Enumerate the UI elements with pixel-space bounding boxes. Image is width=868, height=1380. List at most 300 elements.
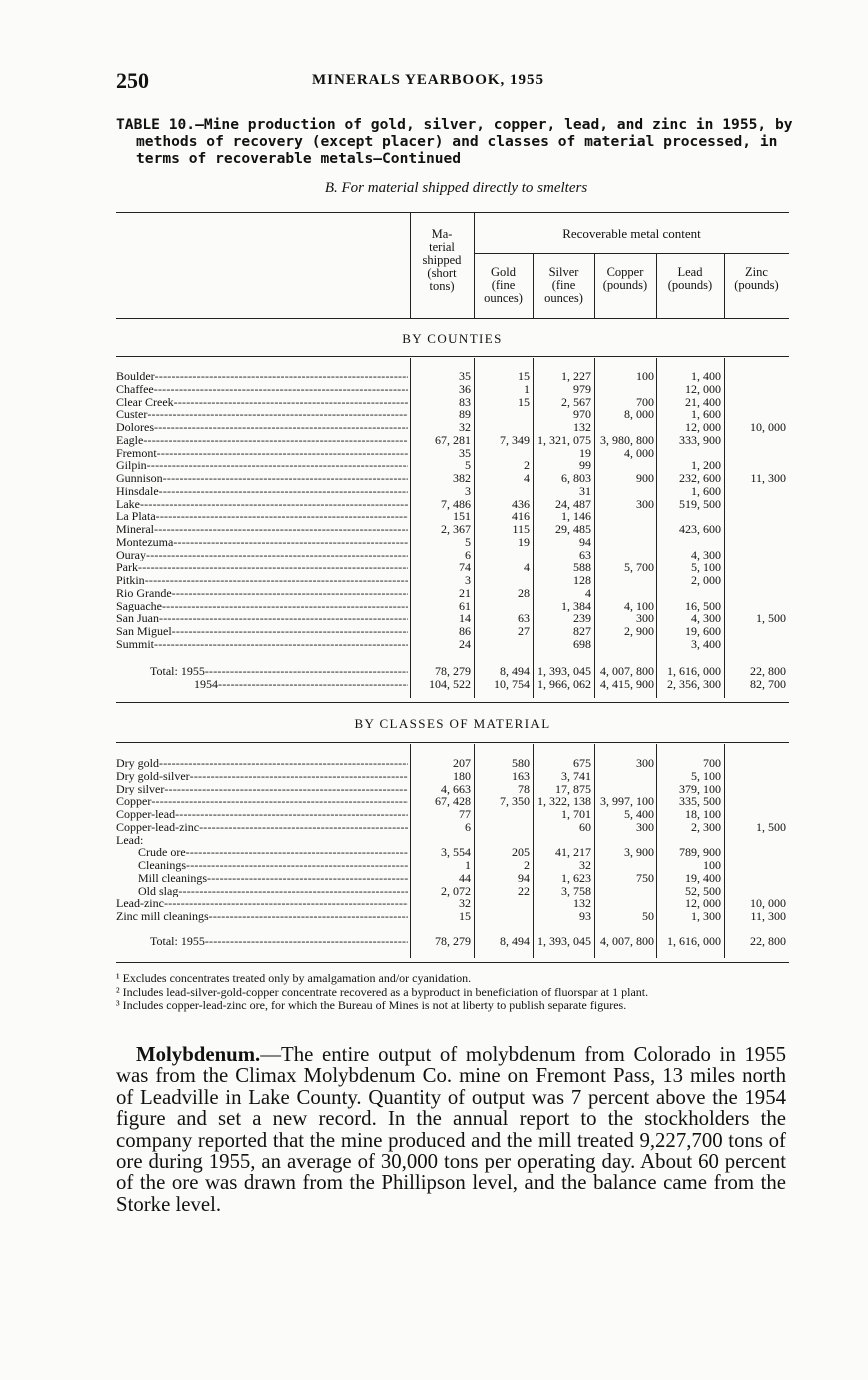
cell-lead: 12, 000 xyxy=(685,420,721,434)
row-label xyxy=(116,783,408,796)
cell-material: 21 xyxy=(459,585,471,600)
cell-copper: 4, 007, 800 xyxy=(600,934,654,948)
cell-lead: 700 xyxy=(703,756,721,770)
row-label xyxy=(116,859,408,872)
cell-material: 1 xyxy=(465,858,471,872)
cell-gold: 1 xyxy=(524,381,530,396)
row-label-text: Copper xyxy=(116,795,152,808)
cell-copper: 100 xyxy=(636,369,654,383)
row-label-text: Mineral xyxy=(116,523,154,536)
cell-lead: 2, 000 xyxy=(691,573,721,587)
cell-copper: 2, 900 xyxy=(624,624,654,638)
cell-gold: 205 xyxy=(512,845,530,860)
table-row xyxy=(0,770,868,783)
table-row xyxy=(0,459,868,472)
table-row xyxy=(0,910,868,923)
cell-material: 6 xyxy=(465,547,471,562)
row-label-text: Ouray xyxy=(116,548,146,562)
cell-silver: 32 xyxy=(579,858,591,872)
row-label-text: Copper-lead-zinc xyxy=(116,820,200,834)
cell-gold: 436 xyxy=(512,496,530,511)
row-label-text: Lead-zinc xyxy=(116,897,164,910)
cell-gold: 94 xyxy=(518,870,530,885)
cell-material: 35 xyxy=(459,445,471,460)
cell-silver: 1, 701 xyxy=(561,807,591,821)
cell-silver: 588 xyxy=(573,560,591,575)
row-label-text: Cleanings xyxy=(138,859,186,872)
row-label xyxy=(116,536,408,549)
cell-material: 7, 486 xyxy=(441,496,471,511)
table-row xyxy=(0,485,868,498)
col-header-lead: Lead (pounds) xyxy=(667,265,713,292)
cell-lead: 2, 356, 300 xyxy=(667,676,721,691)
cell-lead: 2, 300 xyxy=(691,819,721,834)
row-label xyxy=(116,434,408,447)
row-label xyxy=(116,574,408,587)
row-label-text: La Plata xyxy=(116,510,156,523)
cell-silver: 99 xyxy=(579,458,591,473)
table-row xyxy=(0,434,868,447)
cell-material: 74 xyxy=(459,560,471,575)
cell-material: 6 xyxy=(465,819,471,834)
table-row xyxy=(0,612,868,625)
cell-gold: 115 xyxy=(512,522,530,536)
body-paragraph xyxy=(116,1044,786,1215)
cell-lead: 4, 300 xyxy=(691,547,721,562)
cell-copper: 300 xyxy=(636,756,654,770)
cell-gold: 4 xyxy=(524,471,530,485)
row-label-text: Chaffee xyxy=(116,382,154,396)
row-label xyxy=(116,472,408,485)
row-label-text: Old slag xyxy=(138,884,179,898)
cell-material: 86 xyxy=(459,624,471,638)
row-label-text: Rio Grande xyxy=(116,586,172,600)
row-label xyxy=(116,396,408,409)
row-label xyxy=(116,795,408,808)
cell-silver: 979 xyxy=(573,381,591,396)
paragraph-text: —The entire output of molybdenum from Colorado in 1955 was from the Climax Molybdenum Co. mine on Fremont Pass, 13 miles north of Leadville in Lake County. Quantity of output was 7 percent above the 1954 figure and set a new record. In the annual report to the stockholders the company reported that the mine produced and the mill treated 9,227,700 tons of ore during 1955, an average of 30,000 tons per operating day. About 60 percent of the ore was drawn from the Phillipson level, and the balance came from the Storke level. xyxy=(116,1043,786,1216)
table-row xyxy=(0,821,868,834)
cell-zinc: 1, 500 xyxy=(756,819,786,834)
col-header-material: Ma- terial shipped (short tons) xyxy=(422,227,462,293)
cell-lead: 1, 600 xyxy=(691,407,721,422)
row-label xyxy=(116,834,408,847)
cell-lead: 1, 400 xyxy=(691,369,721,383)
col-header-silver: Silver (fine ounces) xyxy=(544,265,583,305)
cell-material: 78, 279 xyxy=(435,664,471,678)
cell-silver: 132 xyxy=(573,420,591,434)
cell-silver: 1, 146 xyxy=(561,509,591,524)
row-label xyxy=(116,770,408,783)
row-label-text: Zinc mill cleanings xyxy=(116,910,209,923)
row-label xyxy=(116,846,408,859)
cell-lead: 5, 100 xyxy=(691,768,721,783)
row-label-text: Copper-lead xyxy=(116,808,176,821)
running-title: MINERALS YEARBOOK, 1955 xyxy=(312,72,545,88)
row-label xyxy=(116,821,408,834)
cell-silver: 24, 487 xyxy=(555,496,591,511)
table-row xyxy=(0,587,868,600)
section-end-rule xyxy=(116,702,789,703)
cell-material: 5 xyxy=(465,534,471,549)
row-label-text: Pitkin xyxy=(116,574,145,587)
row-label xyxy=(116,510,408,523)
cell-copper: 900 xyxy=(636,471,654,485)
cell-copper: 4, 100 xyxy=(624,598,654,613)
cell-gold: 28 xyxy=(518,585,530,600)
cell-zinc: 22, 800 xyxy=(750,934,786,948)
footnote-1: ¹ Excludes concentrates treated only by amalgamation and/or cyanidation. xyxy=(116,971,472,985)
cell-zinc: 1, 500 xyxy=(756,611,786,626)
row-label xyxy=(116,408,408,421)
row-label xyxy=(116,523,408,536)
row-label xyxy=(116,808,408,821)
cell-material: 2, 072 xyxy=(441,883,471,898)
row-label xyxy=(116,757,408,770)
cell-silver: 1, 966, 062 xyxy=(537,676,591,691)
col-header-copper: Copper (pounds) xyxy=(602,265,648,292)
cell-material: 83 xyxy=(459,394,471,409)
cell-material: 77 xyxy=(459,807,471,821)
cell-material: 180 xyxy=(453,768,471,783)
cell-material: 61 xyxy=(459,598,471,613)
table-row xyxy=(0,472,868,485)
cell-lead: 1, 200 xyxy=(691,458,721,473)
cell-copper: 5, 700 xyxy=(624,560,654,575)
cell-material: 44 xyxy=(459,870,471,885)
section-heading-counties: BY COUNTIES xyxy=(402,331,503,346)
row-label-text: Custer xyxy=(116,408,148,421)
cell-material: 32 xyxy=(459,420,471,434)
row-label-text: Dolores xyxy=(116,421,154,434)
cell-lead: 5, 100 xyxy=(691,560,721,575)
cell-silver: 19 xyxy=(579,445,591,460)
cell-lead: 335, 500 xyxy=(679,794,721,809)
cell-material: 207 xyxy=(453,756,471,770)
table-row xyxy=(0,549,868,562)
col-header-gold: Gold (fine ounces) xyxy=(484,265,523,305)
cell-silver: 17, 875 xyxy=(555,781,591,796)
cell-material: 3, 554 xyxy=(441,845,471,860)
row-label xyxy=(116,885,408,898)
row-label-text: Total: 1955 xyxy=(150,935,205,948)
row-label-text: Crude ore xyxy=(138,846,186,859)
cell-copper: 50 xyxy=(642,909,654,923)
cell-gold: 163 xyxy=(512,768,530,783)
row-label xyxy=(116,910,408,923)
cell-gold: 2 xyxy=(524,858,530,872)
header-bottom-rule xyxy=(116,318,789,319)
total-row xyxy=(0,665,868,678)
table-row xyxy=(0,370,868,383)
table-row xyxy=(0,523,868,536)
row-label xyxy=(116,665,408,678)
cell-silver: 1, 384 xyxy=(561,598,591,613)
cell-silver: 6, 803 xyxy=(561,471,591,485)
cell-lead: 4, 300 xyxy=(691,611,721,626)
cell-gold: 15 xyxy=(518,369,530,383)
cell-gold: 580 xyxy=(512,756,530,770)
cell-lead: 1, 616, 000 xyxy=(667,664,721,678)
row-label-text: Hinsdale xyxy=(116,484,159,498)
cell-material: 2, 367 xyxy=(441,522,471,536)
cell-lead: 1, 300 xyxy=(691,909,721,923)
footnote-3: ³ Includes copper-lead-zinc ore, for which the Bureau of Mines is not at liberty to publish separate figures. xyxy=(116,998,627,1012)
cell-lead: 1, 616, 000 xyxy=(667,934,721,948)
table-row xyxy=(0,638,868,651)
cell-gold: 22 xyxy=(518,883,530,898)
row-label xyxy=(116,447,408,460)
col-header-zinc: Zinc (pounds) xyxy=(734,265,779,292)
cell-copper: 3, 900 xyxy=(624,845,654,860)
cell-silver: 41, 217 xyxy=(555,845,591,860)
total-row xyxy=(0,935,868,948)
cell-copper: 3, 980, 800 xyxy=(600,432,654,447)
cell-material: 67, 428 xyxy=(435,794,471,809)
cell-lead: 3, 400 xyxy=(691,636,721,651)
cell-zinc: 82, 700 xyxy=(750,676,786,691)
cell-lead: 232, 600 xyxy=(679,471,721,485)
table-row xyxy=(0,846,868,859)
row-label-text: Gilpin xyxy=(116,459,147,472)
cell-copper: 4, 415, 900 xyxy=(600,676,654,691)
footnotes xyxy=(116,972,796,1013)
col-header-group: Recoverable metal content xyxy=(562,226,701,241)
cell-lead: 379, 100 xyxy=(679,781,721,796)
cell-lead: 21, 400 xyxy=(685,394,721,409)
table-caption: TABLE 10.—Mine production of gold, silver, copper, lead, and zinc in 1955, by methods of recovery (except placer) and classes of material processed, in terms of recoverable metals—Continued xyxy=(116,116,793,167)
cell-silver: 1, 393, 045 xyxy=(537,664,591,678)
cell-copper: 300 xyxy=(636,819,654,834)
cell-zinc: 10, 000 xyxy=(750,420,786,434)
row-label-text: Saguache xyxy=(116,599,162,613)
row-label xyxy=(116,897,408,910)
footnote-2: ² Includes lead-silver-gold-copper concentrate recovered as a byproduct in beneficiation of fluorspar at 1 plant. xyxy=(116,984,649,999)
cell-material: 382 xyxy=(453,471,471,485)
table-row xyxy=(0,625,868,638)
cell-gold: 19 xyxy=(518,534,530,549)
cell-silver: 3, 758 xyxy=(561,883,591,898)
cell-silver: 93 xyxy=(579,909,591,923)
cell-material: 89 xyxy=(459,407,471,422)
row-label xyxy=(116,370,408,383)
row-label-text: Boulder xyxy=(116,370,155,383)
table-row xyxy=(0,447,868,460)
cell-material: 36 xyxy=(459,381,471,396)
cell-gold: 7, 349 xyxy=(500,432,530,447)
row-label xyxy=(116,498,408,511)
row-label-text: Dry gold-silver xyxy=(116,769,190,783)
cell-material: 35 xyxy=(459,369,471,383)
cell-silver: 1, 393, 045 xyxy=(537,934,591,948)
cell-lead: 333, 900 xyxy=(679,432,721,447)
cell-material: 15 xyxy=(459,909,471,923)
cell-lead: 1, 600 xyxy=(691,483,721,498)
table-row xyxy=(0,795,868,808)
cell-material: 14 xyxy=(459,611,471,626)
row-label xyxy=(116,638,408,651)
table-top-rule xyxy=(116,212,789,213)
cell-lead: 52, 500 xyxy=(685,883,721,898)
cell-gold: 7, 350 xyxy=(500,794,530,809)
cell-lead: 19, 600 xyxy=(685,624,721,638)
cell-silver: 1, 623 xyxy=(561,870,591,885)
row-label-text: Eagle xyxy=(116,433,144,447)
row-label-text: Mill cleanings xyxy=(138,871,207,885)
cell-copper: 4, 007, 800 xyxy=(600,664,654,678)
cell-silver: 4 xyxy=(585,585,591,600)
row-label xyxy=(116,872,408,885)
cell-silver: 239 xyxy=(573,611,591,626)
table-row xyxy=(0,383,868,396)
cell-zinc: 22, 800 xyxy=(750,664,786,678)
table-row xyxy=(0,561,868,574)
table-subtitle: B. For material shipped directly to smelters xyxy=(324,180,588,196)
table-row xyxy=(0,421,868,434)
table-row xyxy=(0,808,868,821)
row-label-text: Park xyxy=(116,561,138,574)
cell-material: 3 xyxy=(465,573,471,587)
cell-material: 78, 279 xyxy=(435,934,471,948)
cell-lead: 12, 000 xyxy=(685,381,721,396)
row-label-text: Summit xyxy=(116,637,155,651)
cell-silver: 827 xyxy=(573,624,591,638)
cell-copper: 3, 997, 100 xyxy=(600,794,654,809)
section-heading-classes: BY CLASSES OF MATERIAL xyxy=(354,716,551,731)
row-label-text: Dry gold xyxy=(116,757,159,770)
row-label-text: Dry silver xyxy=(116,782,165,796)
table-row xyxy=(0,510,868,523)
cell-material: 24 xyxy=(459,636,471,651)
cell-silver: 1, 322, 138 xyxy=(537,794,591,809)
cell-copper: 8, 000 xyxy=(624,407,654,422)
table-row xyxy=(0,498,868,511)
cell-material: 151 xyxy=(453,509,471,524)
row-label-text: San Juan xyxy=(116,612,159,625)
cell-gold: 27 xyxy=(518,624,530,638)
row-label-text: Lead: xyxy=(116,833,144,847)
cell-silver: 63 xyxy=(579,547,591,562)
cell-gold: 8, 494 xyxy=(500,664,530,678)
table-row xyxy=(0,834,868,847)
table-row xyxy=(0,859,868,872)
cell-silver: 1, 321, 075 xyxy=(537,432,591,447)
row-label xyxy=(116,561,408,574)
cell-silver: 132 xyxy=(573,896,591,911)
row-label-text: Montezuma xyxy=(116,535,174,549)
cell-gold: 8, 494 xyxy=(500,934,530,948)
cell-copper: 700 xyxy=(636,394,654,409)
cell-lead: 100 xyxy=(703,858,721,872)
row-label-text: Lake xyxy=(116,497,140,511)
row-label xyxy=(116,485,408,498)
row-label-text: Fremont xyxy=(116,446,157,460)
cell-lead: 12, 000 xyxy=(685,896,721,911)
table-row xyxy=(0,783,868,796)
cell-gold: 63 xyxy=(518,611,530,626)
cell-material: 32 xyxy=(459,896,471,911)
cell-zinc: 11, 300 xyxy=(750,471,786,485)
group-rule xyxy=(474,253,789,254)
page-number: 250 xyxy=(116,68,149,93)
cell-lead: 519, 500 xyxy=(679,496,721,511)
row-label xyxy=(116,459,408,472)
cell-zinc: 11, 300 xyxy=(750,909,786,923)
paragraph-lead-word: Molybdenum. xyxy=(136,1043,261,1066)
cell-material: 5 xyxy=(465,458,471,473)
running-header xyxy=(116,68,796,94)
cell-gold: 2 xyxy=(524,458,530,473)
cell-material: 67, 281 xyxy=(435,432,471,447)
table-row xyxy=(0,536,868,549)
row-label xyxy=(116,383,408,396)
cell-gold: 78 xyxy=(518,781,530,796)
cell-copper: 4, 000 xyxy=(624,445,654,460)
cell-copper: 300 xyxy=(636,611,654,626)
row-label-text: Clear Creek xyxy=(116,395,174,409)
table-row xyxy=(0,396,868,409)
cell-silver: 29, 485 xyxy=(555,522,591,536)
cell-silver: 94 xyxy=(579,534,591,549)
cell-lead: 423, 600 xyxy=(679,522,721,536)
cell-silver: 2, 567 xyxy=(561,394,591,409)
cell-gold: 10, 754 xyxy=(494,676,530,691)
cell-silver: 970 xyxy=(573,407,591,422)
cell-copper: 750 xyxy=(636,870,654,885)
cell-gold: 4 xyxy=(524,560,530,575)
cell-copper: 5, 400 xyxy=(624,807,654,821)
cell-lead: 789, 900 xyxy=(679,845,721,860)
row-label-text: Total: 1955 xyxy=(150,665,205,678)
table-row xyxy=(0,600,868,613)
table-row xyxy=(0,885,868,898)
cell-silver: 698 xyxy=(573,636,591,651)
table-row xyxy=(0,757,868,770)
row-label xyxy=(116,587,408,600)
section-rule xyxy=(116,356,789,357)
section-rule xyxy=(116,742,789,743)
total-row xyxy=(0,678,868,691)
cell-zinc: 10, 000 xyxy=(750,896,786,911)
cell-lead: 16, 500 xyxy=(685,598,721,613)
cell-material: 3 xyxy=(465,483,471,498)
table-row xyxy=(0,897,868,910)
row-label-text: Gunnison xyxy=(116,472,163,485)
table-row xyxy=(0,574,868,587)
cell-lead: 19, 400 xyxy=(685,870,721,885)
cell-material: 104, 522 xyxy=(429,676,471,691)
table-bottom-rule xyxy=(116,962,789,963)
cell-silver: 675 xyxy=(573,756,591,770)
row-label xyxy=(116,549,408,562)
row-label xyxy=(116,421,408,434)
cell-gold: 15 xyxy=(518,394,530,409)
table-row xyxy=(0,872,868,885)
cell-copper: 300 xyxy=(636,496,654,511)
cell-silver: 1, 227 xyxy=(561,369,591,383)
row-label-text: 1954 xyxy=(194,677,218,691)
row-label xyxy=(116,600,408,613)
cell-silver: 128 xyxy=(573,573,591,587)
row-label xyxy=(116,612,408,625)
table-row xyxy=(0,408,868,421)
cell-silver: 31 xyxy=(579,483,591,498)
cell-material: 4, 663 xyxy=(441,781,471,796)
row-label xyxy=(116,678,408,691)
row-label-text: San Miguel xyxy=(116,625,172,638)
cell-silver: 3, 741 xyxy=(561,768,591,783)
cell-gold: 416 xyxy=(512,509,530,524)
